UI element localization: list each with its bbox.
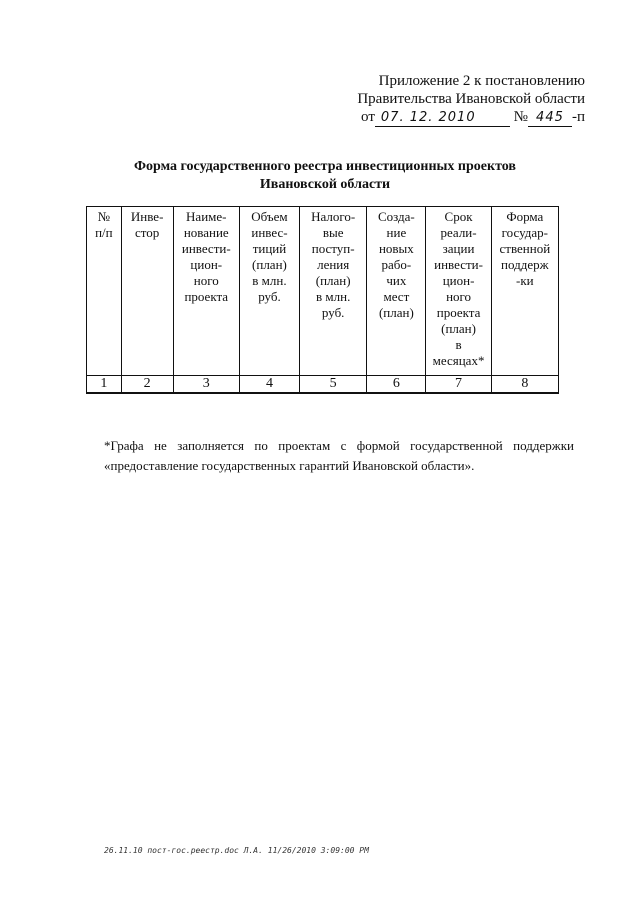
number-label: № xyxy=(513,109,528,125)
handwritten-date: 07. 12. 2010 xyxy=(375,110,510,127)
header-row xyxy=(87,207,559,376)
header-cell-investor: Инве- стор xyxy=(121,207,173,376)
form-title-line-1: Форма государственного реестра инвестиционных проектов xyxy=(134,159,516,174)
column-number-4: 4 xyxy=(239,376,299,394)
column-number-5: 5 xyxy=(300,376,367,394)
from-label: от xyxy=(361,109,375,125)
appendix-date-number-line xyxy=(345,108,585,127)
column-number-8: 8 xyxy=(491,376,558,394)
appendix-line-1: Приложение 2 к постановлению xyxy=(378,73,585,89)
file-footer: 26.11.10 пост-гос.реестр.doc Л.А. 11/26/2010 3:09:00 PM xyxy=(104,846,369,855)
number-suffix: -п xyxy=(571,109,585,125)
registry-table xyxy=(86,206,559,394)
column-number-3: 3 xyxy=(173,376,239,394)
header-cell-implementation-period: Срок реали- зации инвести- цион- ного проекта (план) в месяцах* xyxy=(426,207,491,376)
header-cell-tax-revenue: Налого- вые поступ- ления (план) в млн. руб. xyxy=(300,207,367,376)
column-number-2: 2 xyxy=(121,376,173,394)
appendix-header xyxy=(345,72,585,127)
header-cell-support-form: Форма государ- ственной поддерж -ки xyxy=(491,207,558,376)
form-title xyxy=(110,158,540,194)
column-number-7: 7 xyxy=(426,376,491,394)
column-number-6: 6 xyxy=(367,376,426,394)
handwritten-number: 445 xyxy=(528,110,572,127)
header-cell-investment-volume: Объем инвес- тиций (план) в млн. руб. xyxy=(239,207,299,376)
column-number-row xyxy=(87,376,559,394)
column-number-1: 1 xyxy=(87,376,122,394)
footnote: *Графа не заполняется по проектам с формой государственной поддержки «предоставление государственных гарантий Ивановской области». xyxy=(104,438,574,473)
header-cell-new-jobs: Созда- ние новых рабо- чих мест (план) xyxy=(367,207,426,376)
header-cell-number: № п/п xyxy=(87,207,122,376)
header-cell-project-name: Наиме- нование инвести- цион- ного проекта xyxy=(173,207,239,376)
appendix-line-2: Правительства Ивановской области xyxy=(357,91,585,107)
form-title-line-2: Ивановской области xyxy=(259,177,391,192)
